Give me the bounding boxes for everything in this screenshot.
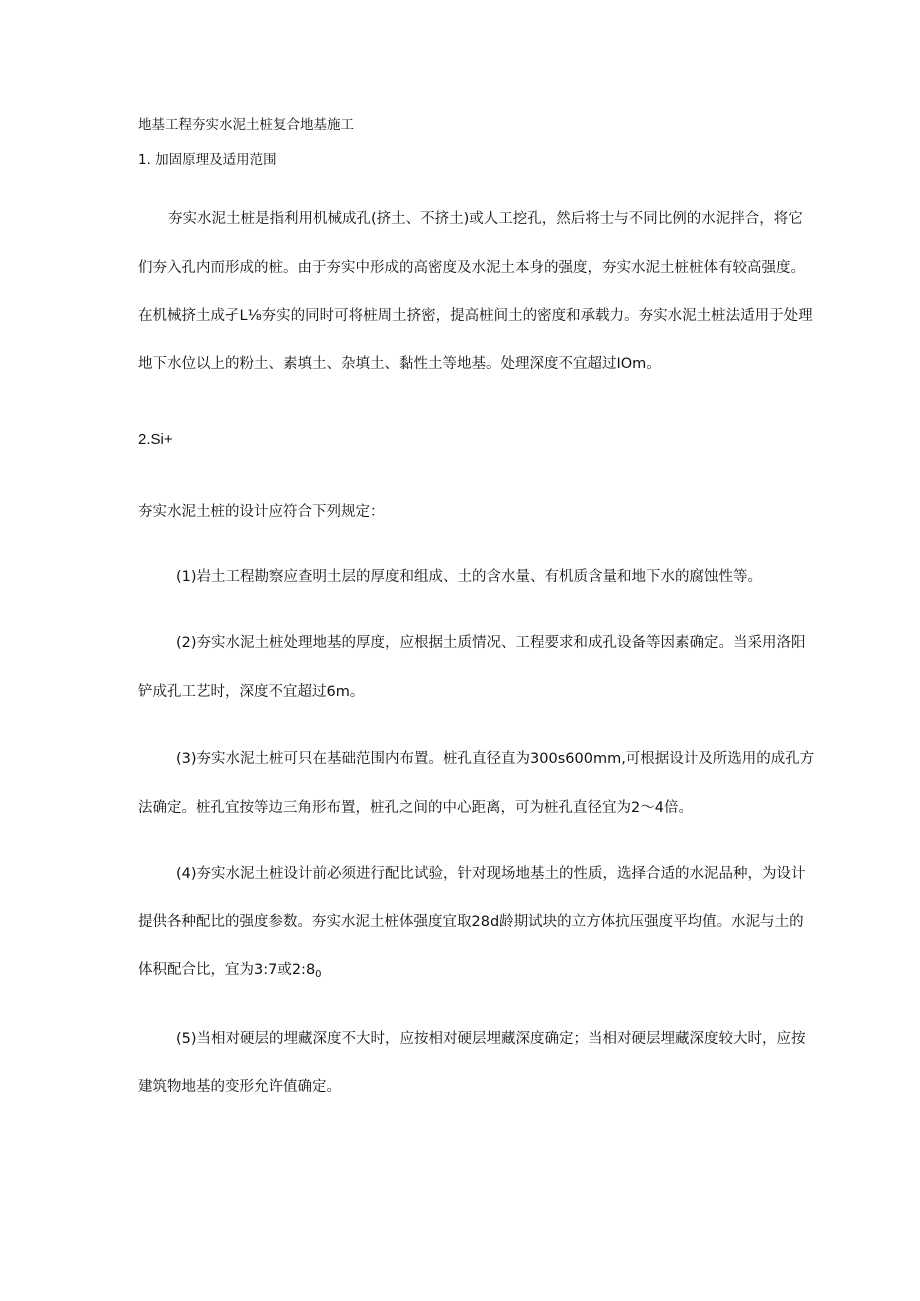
section-1-line-4: 地下水位以上的粉土、素填土、杂填土、黏性土等地基。处理深度不宜超过IOm。	[138, 356, 661, 372]
item-4-line-3-text: 体积配合比，宜为3:7或2:8	[138, 962, 316, 978]
section-1-heading: 1. 加固原理及适用范围	[138, 152, 277, 168]
section-2-intro: 夯实水泥土桩的设计应符合下列规定：	[138, 504, 385, 520]
section-1-line-3: 在机械挤土成孑L⅛夯实的同时可将桩周土挤密，提高桩间土的密度和承载力。夯实水泥土桩法适用于处理	[138, 308, 813, 324]
section-1-line-1: 夯实水泥土桩是指利用机械成孔(挤土、不挤土)或人工挖孔，然后将士与不同比例的水泥拌合，将它	[168, 211, 803, 227]
section-2-heading: 2.Si+	[138, 431, 173, 448]
item-1-line-1: (1)岩土工程勘察应查明土层的厚度和组成、土的含水量、有机质含量和地下水的腐蚀性等。	[176, 569, 763, 585]
section-1-line-2: 们夯入孔内而形成的桩。由于夯实中形成的高密度及水泥土本身的强度，夯实水泥土桩桩体有较高强度。	[138, 260, 805, 276]
item-3-line-1: (3)夯实水泥土桩可只在基础范围内布置。桩孔直径直为300s600mm,可根据设计及所选用的成孔方	[176, 751, 815, 767]
document-title: 地基工程夯实水泥土桩复合地基施工	[138, 117, 354, 133]
item-4-line-1: (4)夯实水泥土桩设计前必须进行配比试验，针对现场地基土的性质，选择合适的水泥品种，为设计	[176, 866, 806, 882]
item-4-line-2: 提供各种配比的强度参数。夯实水泥土桩体强度宜取28d龄期试块的立方体抗压强度平均值。水泥与土的	[138, 914, 804, 930]
item-2-line-2: 铲成孔工艺时，深度不宜超过6m。	[138, 684, 365, 700]
item-3-line-2: 法确定。桩孔宜按等边三角形布置，桩孔之间的中心距离，可为桩孔直径宜为2～4倍。	[138, 800, 693, 816]
item-5-line-2: 建筑物地基的变形允许值确定。	[138, 1079, 341, 1095]
item-2-line-1: (2)夯实水泥土桩处理地基的厚度，应根据土质情况、工程要求和成孔设备等因素确定。当采用洛阳	[176, 635, 806, 651]
item-5-line-1: (5)当相对硬层的埋藏深度不大时，应按相对硬层埋藏深度确定；当相对硬层埋藏深度较大时，应按	[176, 1031, 806, 1047]
item-4-line-3	[138, 961, 322, 984]
item-4-subscript: 0	[315, 969, 322, 980]
